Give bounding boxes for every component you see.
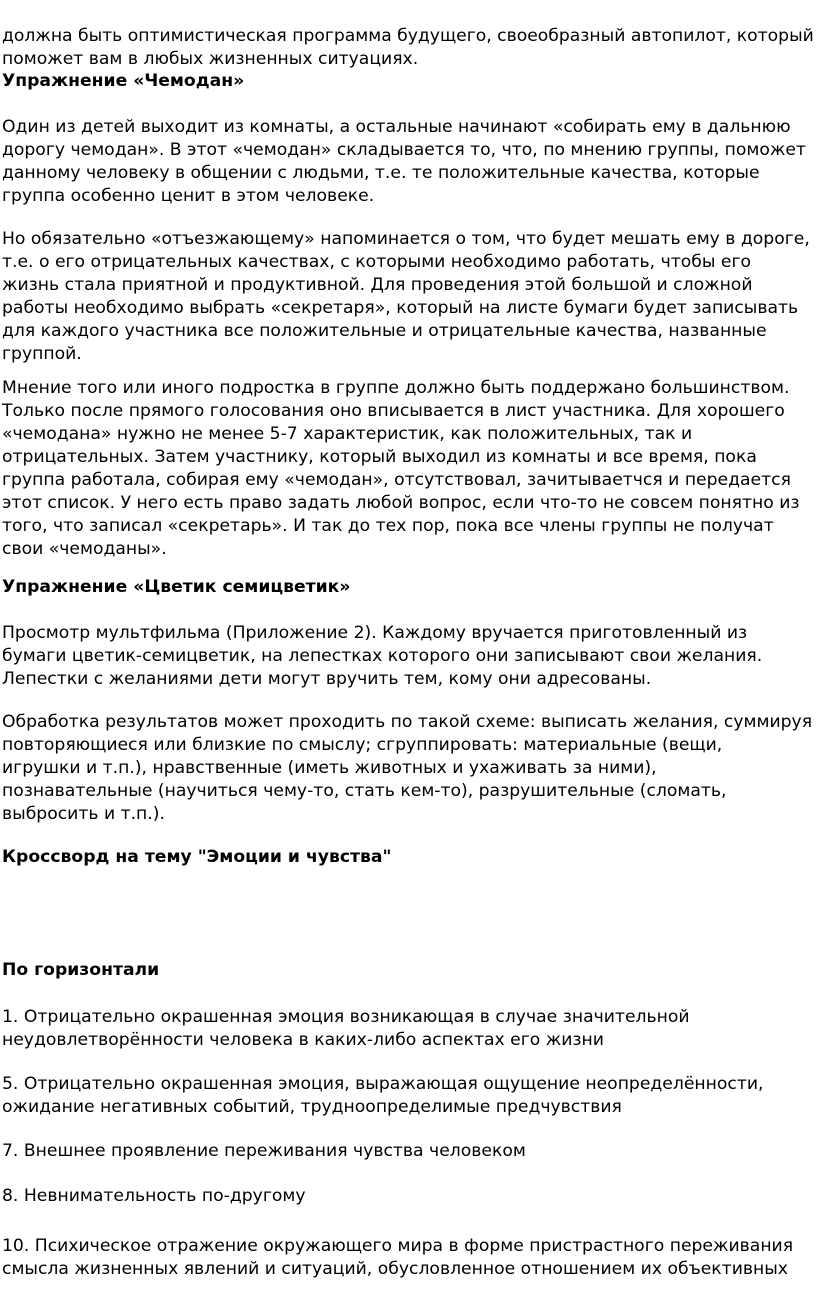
- text-line: группой.: [2, 344, 82, 364]
- heading-flower: Упражнение «Цветик семицветик»: [2, 577, 351, 597]
- suitcase-paragraph-1: [2, 116, 806, 208]
- text-line: бумаги цветик-семицветик, на лепестках которого они записывают свои желания.: [2, 646, 763, 666]
- flower-paragraph-2: [2, 711, 812, 826]
- text-line: Обработка результатов может проходить по такой схеме: выписать желания, суммируя: [2, 712, 813, 732]
- text-line: данному человеку в общении с людьми, т.е. те положительные качества, которые: [2, 163, 760, 183]
- text-line: 10. Психическое отражение окружающего мира в форме пристрастного переживания: [2, 1236, 794, 1256]
- text-line: работы необходимо выбрать «секретаря», который на листе бумаги будет записывать: [2, 298, 799, 318]
- intro-paragraph: [2, 25, 814, 71]
- text-line: группа работала, собирая ему «чемодан», отсутствовал, зачитываетчся и передается: [2, 470, 791, 490]
- flower-paragraph-1: [2, 622, 762, 691]
- text-line: смысла жизненных явлений и ситуаций, обусловленное отношением их объективных: [2, 1259, 788, 1279]
- text-line: Просмотр мультфильма (Приложение 2). Каждому вручается приготовленный из: [2, 623, 748, 643]
- text-line: Только после прямого голосования оно вписывается в лист участника. Для хорошего: [2, 401, 785, 421]
- text-line: для каждого участника все положительные и отрицательные качества, названные: [2, 321, 767, 341]
- text-line: Но обязательно «отъезжающему» напоминается о том, что будет мешать ему в дороге,: [2, 229, 810, 249]
- heading-suitcase: Упражнение «Чемодан»: [2, 71, 245, 91]
- text-line: познавательные (научиться чему-то, стать кем-то), разрушительные (сломать,: [2, 781, 727, 801]
- text-line: того, что записал «секретарь». И так до тех пор, пока все члены группы не получат: [2, 516, 774, 536]
- text-line: отрицательных. Затем участнику, который выходил из комнаты и все время, пока: [2, 447, 757, 467]
- text-line: дорогу чемодан». В этот «чемодан» складывается то, что, по мнению группы, поможет: [2, 140, 806, 160]
- suitcase-paragraph-2: [2, 228, 810, 366]
- text-line: 8. Невнимательность по-другому: [2, 1186, 306, 1206]
- text-line: Один из детей выходит из комнаты, а остальные начинают «собирать ему в дальнюю: [2, 117, 791, 137]
- text-line: жизнь стала приятной и продуктивной. Для проведения этой большой и сложной: [2, 275, 753, 295]
- text-line: повторяющиеся или близкие по смыслу; сгруппировать: материальные (вещи,: [2, 735, 723, 755]
- text-line: т.е. о его отрицательных качествах, с которыми необходимо работать, чтобы его: [2, 252, 752, 272]
- text-line: ожидание негативных событий, трудноопределимые предчувствия: [2, 1097, 622, 1117]
- text-line: группа особенно ценит в этом человеке.: [2, 186, 375, 206]
- text-line: 7. Внешнее проявление переживания чувства человеком: [2, 1141, 526, 1161]
- text-line: выбросить и т.п.).: [2, 804, 165, 824]
- text-line: Мнение того или иного подростка в группе должно быть поддержано большинством.: [2, 378, 790, 398]
- text-line: 5. Отрицательно окрашенная эмоция, выражающая ощущение неопределённости,: [2, 1074, 764, 1094]
- text-line: Лепестки с желаниями дети могут вручить тем, кому они адресованы.: [2, 669, 652, 689]
- crossword-clue-5: [2, 1073, 764, 1119]
- crossword-clue-1: [2, 1006, 690, 1052]
- text-line: «чемодана» нужно не менее 5-7 характеристик, как положительных, так и: [2, 424, 693, 444]
- text-line: неудовлетворённости человека в каких-либо аспектах его жизни: [2, 1030, 604, 1050]
- crossword-clue-7: [2, 1140, 526, 1163]
- text-line: поможет вам в любых жизненных ситуациях.: [2, 49, 419, 69]
- suitcase-paragraph-3: [2, 377, 800, 561]
- heading-horizontal: По горизонтали: [2, 960, 160, 980]
- crossword-clue-8: [2, 1185, 306, 1208]
- text-line: 1. Отрицательно окрашенная эмоция возникающая в случае значительной: [2, 1007, 690, 1027]
- text-line: игрушки и т.п.), нравственные (иметь животных и ухаживать за ними),: [2, 758, 657, 778]
- heading-crossword: Кроссворд на тему "Эмоции и чувства": [2, 847, 392, 867]
- text-line: свои «чемоданы».: [2, 539, 167, 559]
- text-line: этот список. У него есть право задать любой вопрос, если что-то не совсем понятно из: [2, 493, 800, 513]
- text-line: должна быть оптимистическая программа будущего, своеобразный автопилот, который: [2, 26, 814, 46]
- crossword-clue-10: [2, 1235, 793, 1281]
